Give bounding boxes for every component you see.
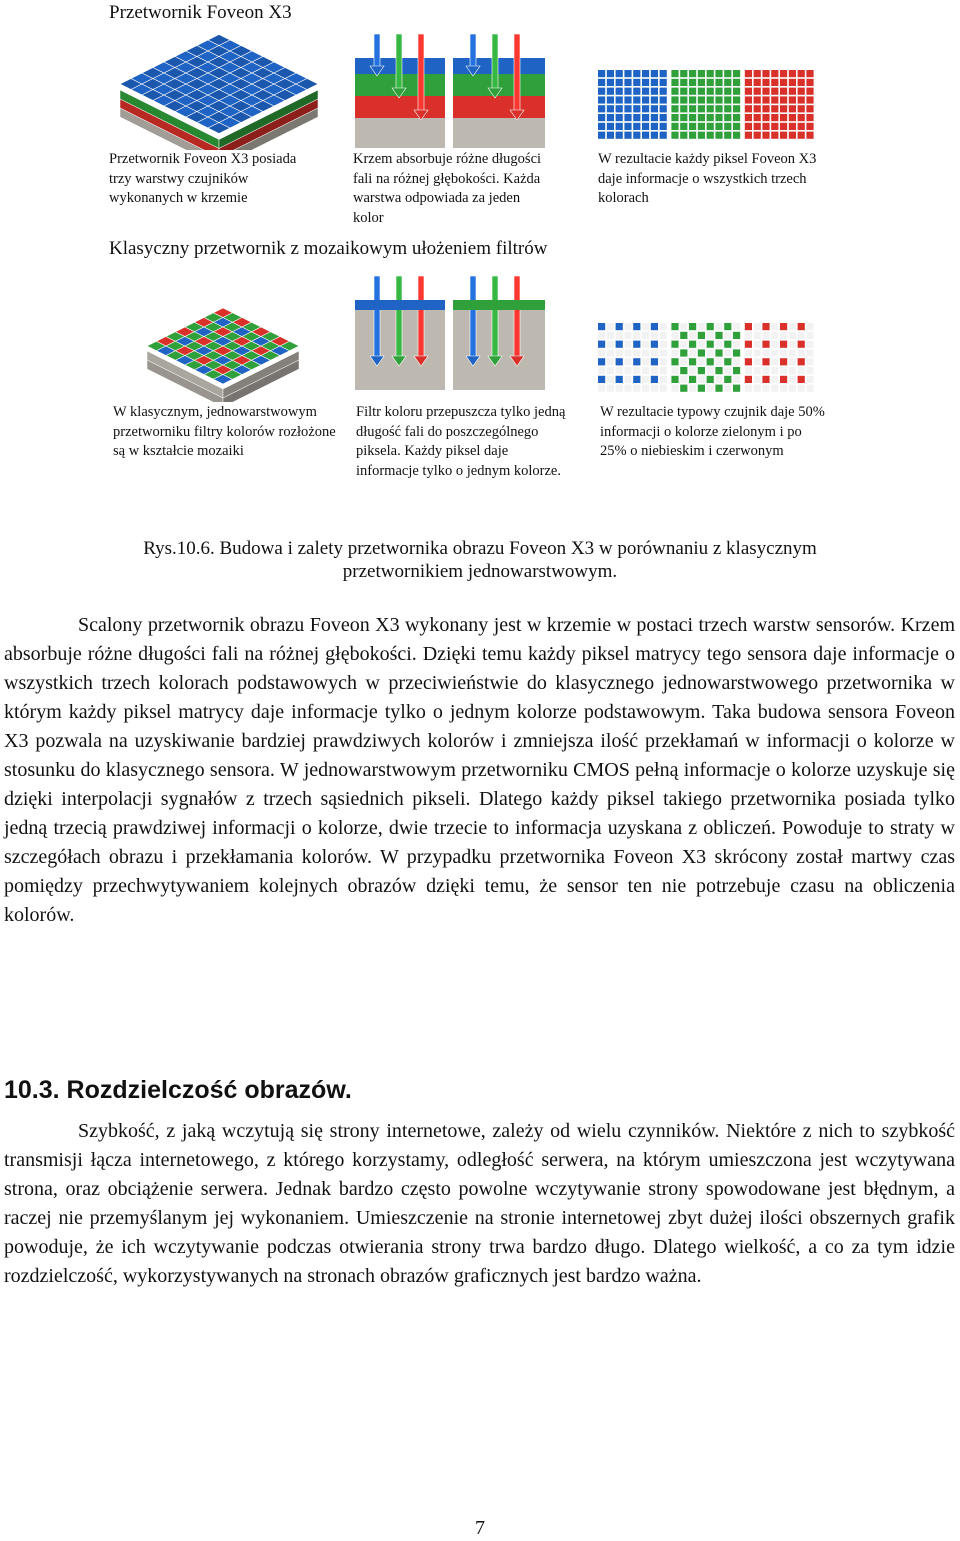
- mosaic-result-pixel-grid: [598, 323, 820, 395]
- paragraph-text: Szybkość, z jaką wczytują się strony internetowe, zależy od wielu czynników. Niektóre z nich to szybkość transmisji łącza internetowego, z którego korzystamy, odległość serwera, na którym umieszczona jest wczytywana strona, oraz obciążenie serwera. Jednak bardzo często powolne wczytywanie strony spowodowane jest błędnym, a raczej nie przemyślanym jej wykonaniem. Umieszczenie na stronie internetowej zbyt dużej ilości obszernych grafik powoduje, że ich wczytywanie podczas otwierania strony trwa bardzo długo. Dlatego wielkość, a co za tym idzie rozdzielczość, wykorzystywanych na stronach obrazów graficznych jest bardzo ważna.: [4, 1120, 955, 1287]
- section-heading: [4, 1076, 352, 1105]
- foveon-wavelength-depth-illustration: [355, 34, 547, 148]
- paragraph-text: Scalony przetwornik obrazu Foveon X3 wykonany jest w krzemie w postaci trzech warstw sensorów. Krzem absorbuje różne długości fali na różnej głębokości. Dzięki temu każdy piksel matrycy tego sensora daje informacje o wszystkich trzech kolorach podstawowych w przeciwieństwie do klasycznego jednowarstwowego przetwornika w którym każdy piksel matrycy daje informacje tylko o jednym kolorze podstawowym. Taka budowa sensora Foveon X3 pozwala na uzyskiwanie bardziej prawdziwych kolorów i zmniejsza ilość przekłamań w informacji o kolorze w stosunku do klasycznego sensora. W jednowarstwowym przetworniku CMOS pełną informacje o kolorze uzyskuje się dzięki interpolacji sygnałów z trzech sąsiednich pikseli. Dlatego każdy piksel takiego przetwornika posiada tylko jedną trzecią prawdziwej informacji o kolorze, dwie trzecie to informacja uzyskana z obliczeń. Powoduje to straty w szczegółach obrazu i przekłamania kolorów. W przypadku przetwornika Foveon X3 skrócony został martwy czas pomiędzy przechwytywaniem kolejnych obrazów dzięki temu, że sensor ten nie potrzebuje czasu na obliczenia kolorów.: [4, 614, 955, 926]
- page-number: 7: [475, 1517, 485, 1539]
- foveon-caption-result: W rezultacie każdy piksel Foveon X3 daje informacje o wszystkich trzech kolorach: [598, 151, 817, 206]
- foveon-caption-layers: Przetwornik Foveon X3 posiada trzy warstwy czujników wykonanych w krzemie: [109, 151, 297, 206]
- figure-caption: [0, 537, 960, 583]
- mosaic-filter-wavelength-illustration: [355, 276, 547, 394]
- classic-section-title: Klasyczny przetwornik z mozaikowym ułożeniem filtrów: [109, 238, 548, 259]
- foveon-layered-sensor-illustration: [118, 32, 318, 150]
- section-heading-text: 10.3. Rozdzielczość obrazów.: [4, 1076, 352, 1104]
- figure-caption-line-1: Rys.10.6. Budowa i zalety przetwornika obrazu Foveon X3 w porównaniu z klasycznym: [143, 538, 817, 559]
- classic-caption-filter: Filtr koloru przepuszcza tylko jedną długość fali do poszczególnego piksela. Każdy piksel daje informacje tylko o jednym kolorze.: [356, 404, 566, 479]
- foveon-caption-absorption: Krzem absorbuje różne długości fali na różnej głębokości. Każda warstwa odpowiada za jeden kolor: [353, 151, 542, 226]
- figure-caption-line-2: przetwornikiem jednowarstwowym.: [342, 561, 618, 582]
- body-paragraph-resolution: [4, 1117, 955, 1291]
- classic-caption-result: W rezultacie typowy czujnik daje 50% informacji o kolorze zielonym i po 25% o niebieskim i czerwonym: [600, 404, 825, 459]
- foveon-section-title: Przetwornik Foveon X3: [109, 2, 292, 23]
- mosaic-filter-sensor-illustration: [143, 302, 313, 402]
- classic-caption-mosaic: W klasycznym, jednowarstwowym przetworniku filtry kolorów rozłożone są w kształcie mozaiki: [113, 404, 336, 459]
- body-paragraph-foveon: [4, 611, 955, 930]
- foveon-result-pixel-grid: [598, 70, 820, 146]
